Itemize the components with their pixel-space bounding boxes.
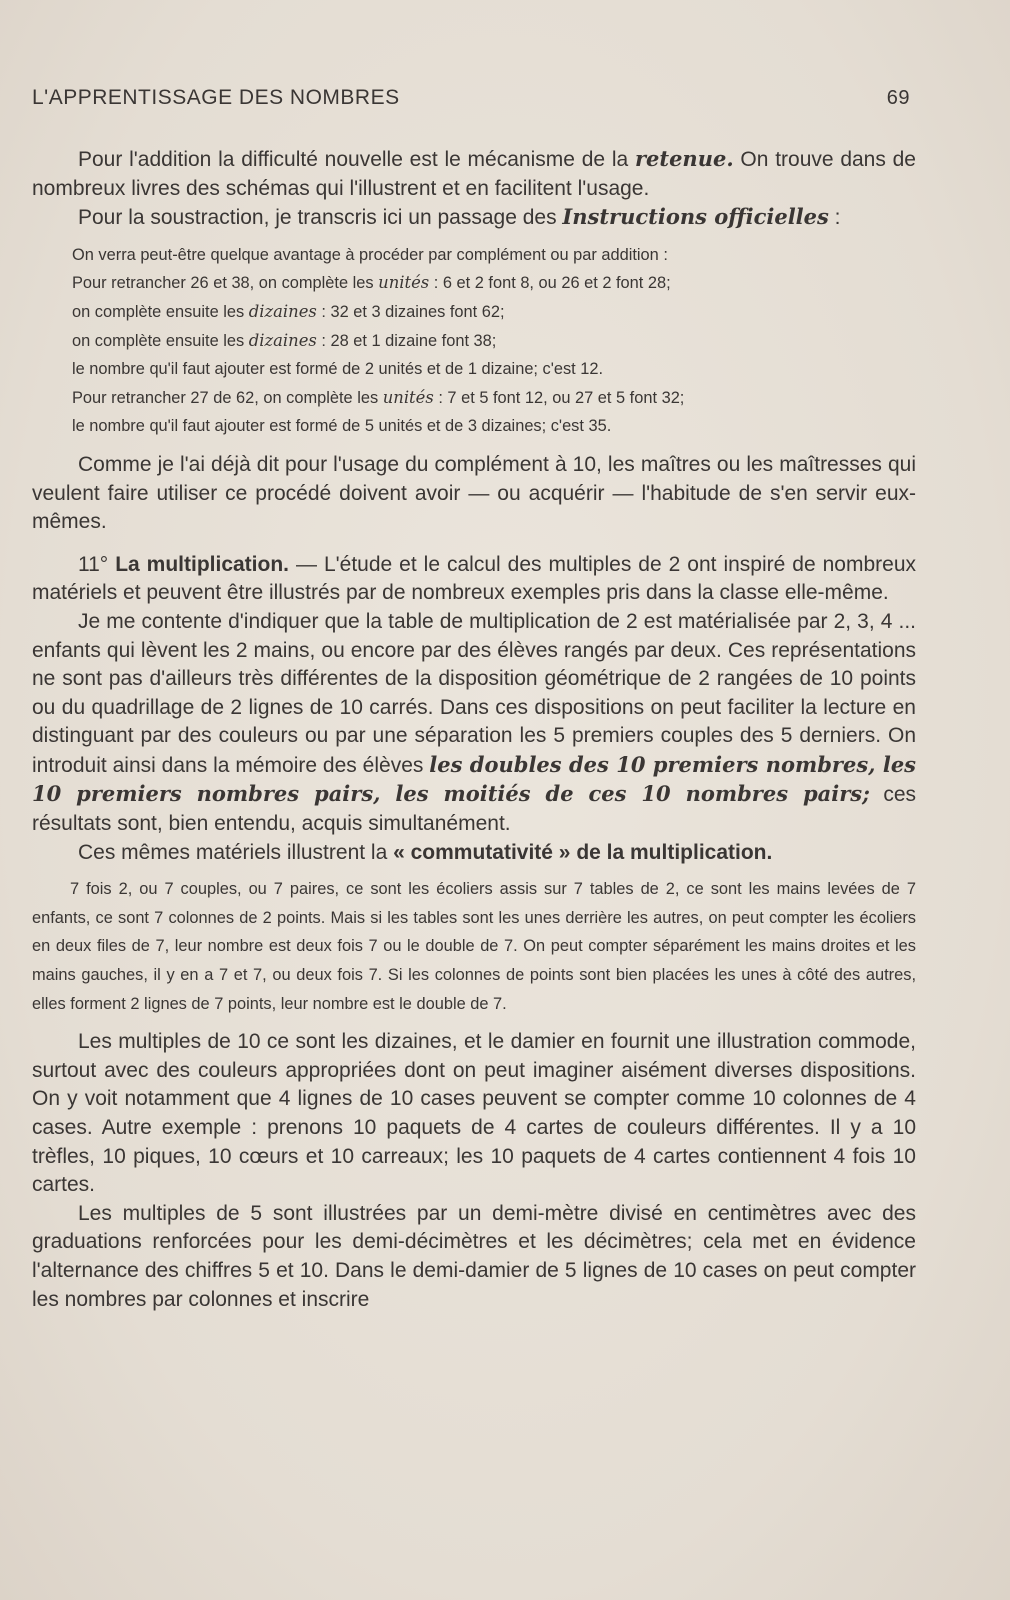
text-run: On trouve dans de nombreux livres des schémas qui l'illustrent et en facilitent l'usage. <box>32 148 916 200</box>
section-heading: La multiplication. <box>115 552 290 576</box>
quote-line: le nombre qu'il faut ajouter est formé de 5 unités et de 3 dizaines; c'est 35. <box>72 417 612 436</box>
quote-line <box>72 327 916 356</box>
example-text: 7 fois 2, ou 7 couples, ou 7 paires, ce sont les écoliers assis sur 7 tables de 2, ce sont les mains levées de 7 enfants, ce sont 7 colonnes de 2 points. Mais si les tables sont les unes derrière les autres, on peut compter les écoliers en deux files de 7, leur nombre est deux fois 7 ou le double de 7. On peut compter séparément les mains droites et les mains gauches, il y en a 7 et 7, ou deux fois 7. Si les colonnes de points sont bien placées les unes à côté des autres, elles forment 2 lignes de 7 points, leur nombre est le double de 7. <box>32 880 916 1013</box>
paragraph-soustraction <box>32 203 916 233</box>
strong-text: « commutativité » de la multiplication. <box>393 840 773 864</box>
paragraph-addition <box>32 145 916 203</box>
emphasis: unités <box>378 273 430 293</box>
emphasis: retenue. <box>634 146 734 171</box>
chapter-title: L'APPRENTISSAGE DES NOMBRES <box>32 86 400 109</box>
emphasis: dizaines <box>248 301 317 321</box>
text-run: on complète ensuite les <box>72 331 249 350</box>
quote-line: le nombre qu'il faut ajouter est formé de 2 unités et de 1 dizaine; c'est 12. <box>72 360 604 379</box>
text-run: ces résultats sont, bien entendu, acquis simultanément. <box>32 783 917 836</box>
official-instructions-quote <box>32 241 916 441</box>
emphasis: les doubles des 10 premiers nombres, les 10 premiers nombres pairs, les moitiés de ces 10 nombres pairs; <box>32 751 917 807</box>
text-run: Ces mêmes matériels illustrent la <box>78 840 394 864</box>
paragraph-commutativite <box>32 839 916 868</box>
emphasis: unités <box>382 387 434 407</box>
emphasis: Instructions officielles <box>562 204 829 230</box>
quote-line <box>72 384 916 413</box>
text-run: on complète ensuite les <box>72 302 249 321</box>
text-run: : 7 et 5 font 12, ou 27 et 5 font 32; <box>433 388 685 407</box>
text-run: Pour retrancher 26 et 38, on complète les <box>72 274 379 293</box>
paragraph-table-de-2 <box>32 608 916 839</box>
example-block <box>32 875 916 1018</box>
page-body <box>32 145 916 1314</box>
text-run: — L'étude et le calcul des multiples de 2 ont inspiré de nombreux matériels et peuvent être illustrés par de nombreux exemples pris dans la classe elle-même. <box>32 552 916 605</box>
paragraph-multiples-10: Les multiples de 10 ce sont les dizaines, et le damier en fournit une illustration commode, surtout avec des couleurs appropriées dont on peut imaginer aisément diverses dispositions. On y voit notamment que 4 lignes de 10 cases peuvent se compter comme 10 colonnes de 4 cases. Autre exemple : prenons 10 paquets de 4 cartes de couleurs différentes. Il y a 10 trèfles, 10 piques, 10 cœurs et 10 carreaux; les 10 paquets de 4 cartes contiennent 4 fois 10 cartes. <box>32 1030 916 1197</box>
section-number: 11° <box>78 552 109 576</box>
paragraph-complement: Comme je l'ai déjà dit pour l'usage du complément à 10, les maîtres ou les maîtresses qui veulent faire utiliser ce procédé doivent avoir — ou acquérir — l'habitude de s'en servir eux-mêmes. <box>32 452 916 534</box>
quote-line <box>72 298 916 327</box>
text-run: Je me contente d'indiquer que la table de multiplication de 2 est matérialisée par 2, 3, 4 ... enfants qui lèvent les 2 mains, ou encore par des élèves rangés par deux. Ces représentations ne sont pas d'ailleurs très différentes de la disposition géométrique de 2 rangées de 10 points ou du quadrillage de 2 lignes de 10 carrés. Dans ces dispositions on peut faciliter la lecture en distinguant par des couleurs ou par une séparation les 5 premiers couples des 5 derniers. On introduit ainsi dans la mémoire des élèves <box>32 609 916 777</box>
quote-line <box>72 269 916 298</box>
text-run: : 32 et 3 dizaines font 62; <box>316 302 505 321</box>
text-run: Pour retrancher 27 de 62, on complète les <box>72 388 383 407</box>
paragraph-multiples-5: Les multiples de 5 sont illustrées par un demi-mètre divisé en centimètres avec des graduations renforcées pour les demi-décimètres et les décimètres; cela met en évidence l'alternance des chiffres 5 et 10. Dans le demi-damier de 5 lignes de 10 cases on peut compter les nombres par colonnes et inscrire <box>32 1201 916 1311</box>
text-run: Pour la soustraction, je transcris ici un passage des <box>78 206 563 230</box>
section-multiplication <box>32 551 916 608</box>
page-number: 69 <box>886 87 910 109</box>
text-run: Pour l'addition la difficulté nouvelle est le mécanisme de la <box>78 148 635 171</box>
quote-line: On verra peut-être quelque avantage à procéder par complément ou par addition : <box>72 245 668 264</box>
emphasis: dizaines <box>248 330 317 350</box>
running-header <box>32 86 910 110</box>
text-run: : <box>828 206 841 230</box>
text-run: : 28 et 1 dizaine font 38; <box>316 331 497 350</box>
text-run: : 6 et 2 font 8, ou 26 et 2 font 28; <box>429 274 671 293</box>
